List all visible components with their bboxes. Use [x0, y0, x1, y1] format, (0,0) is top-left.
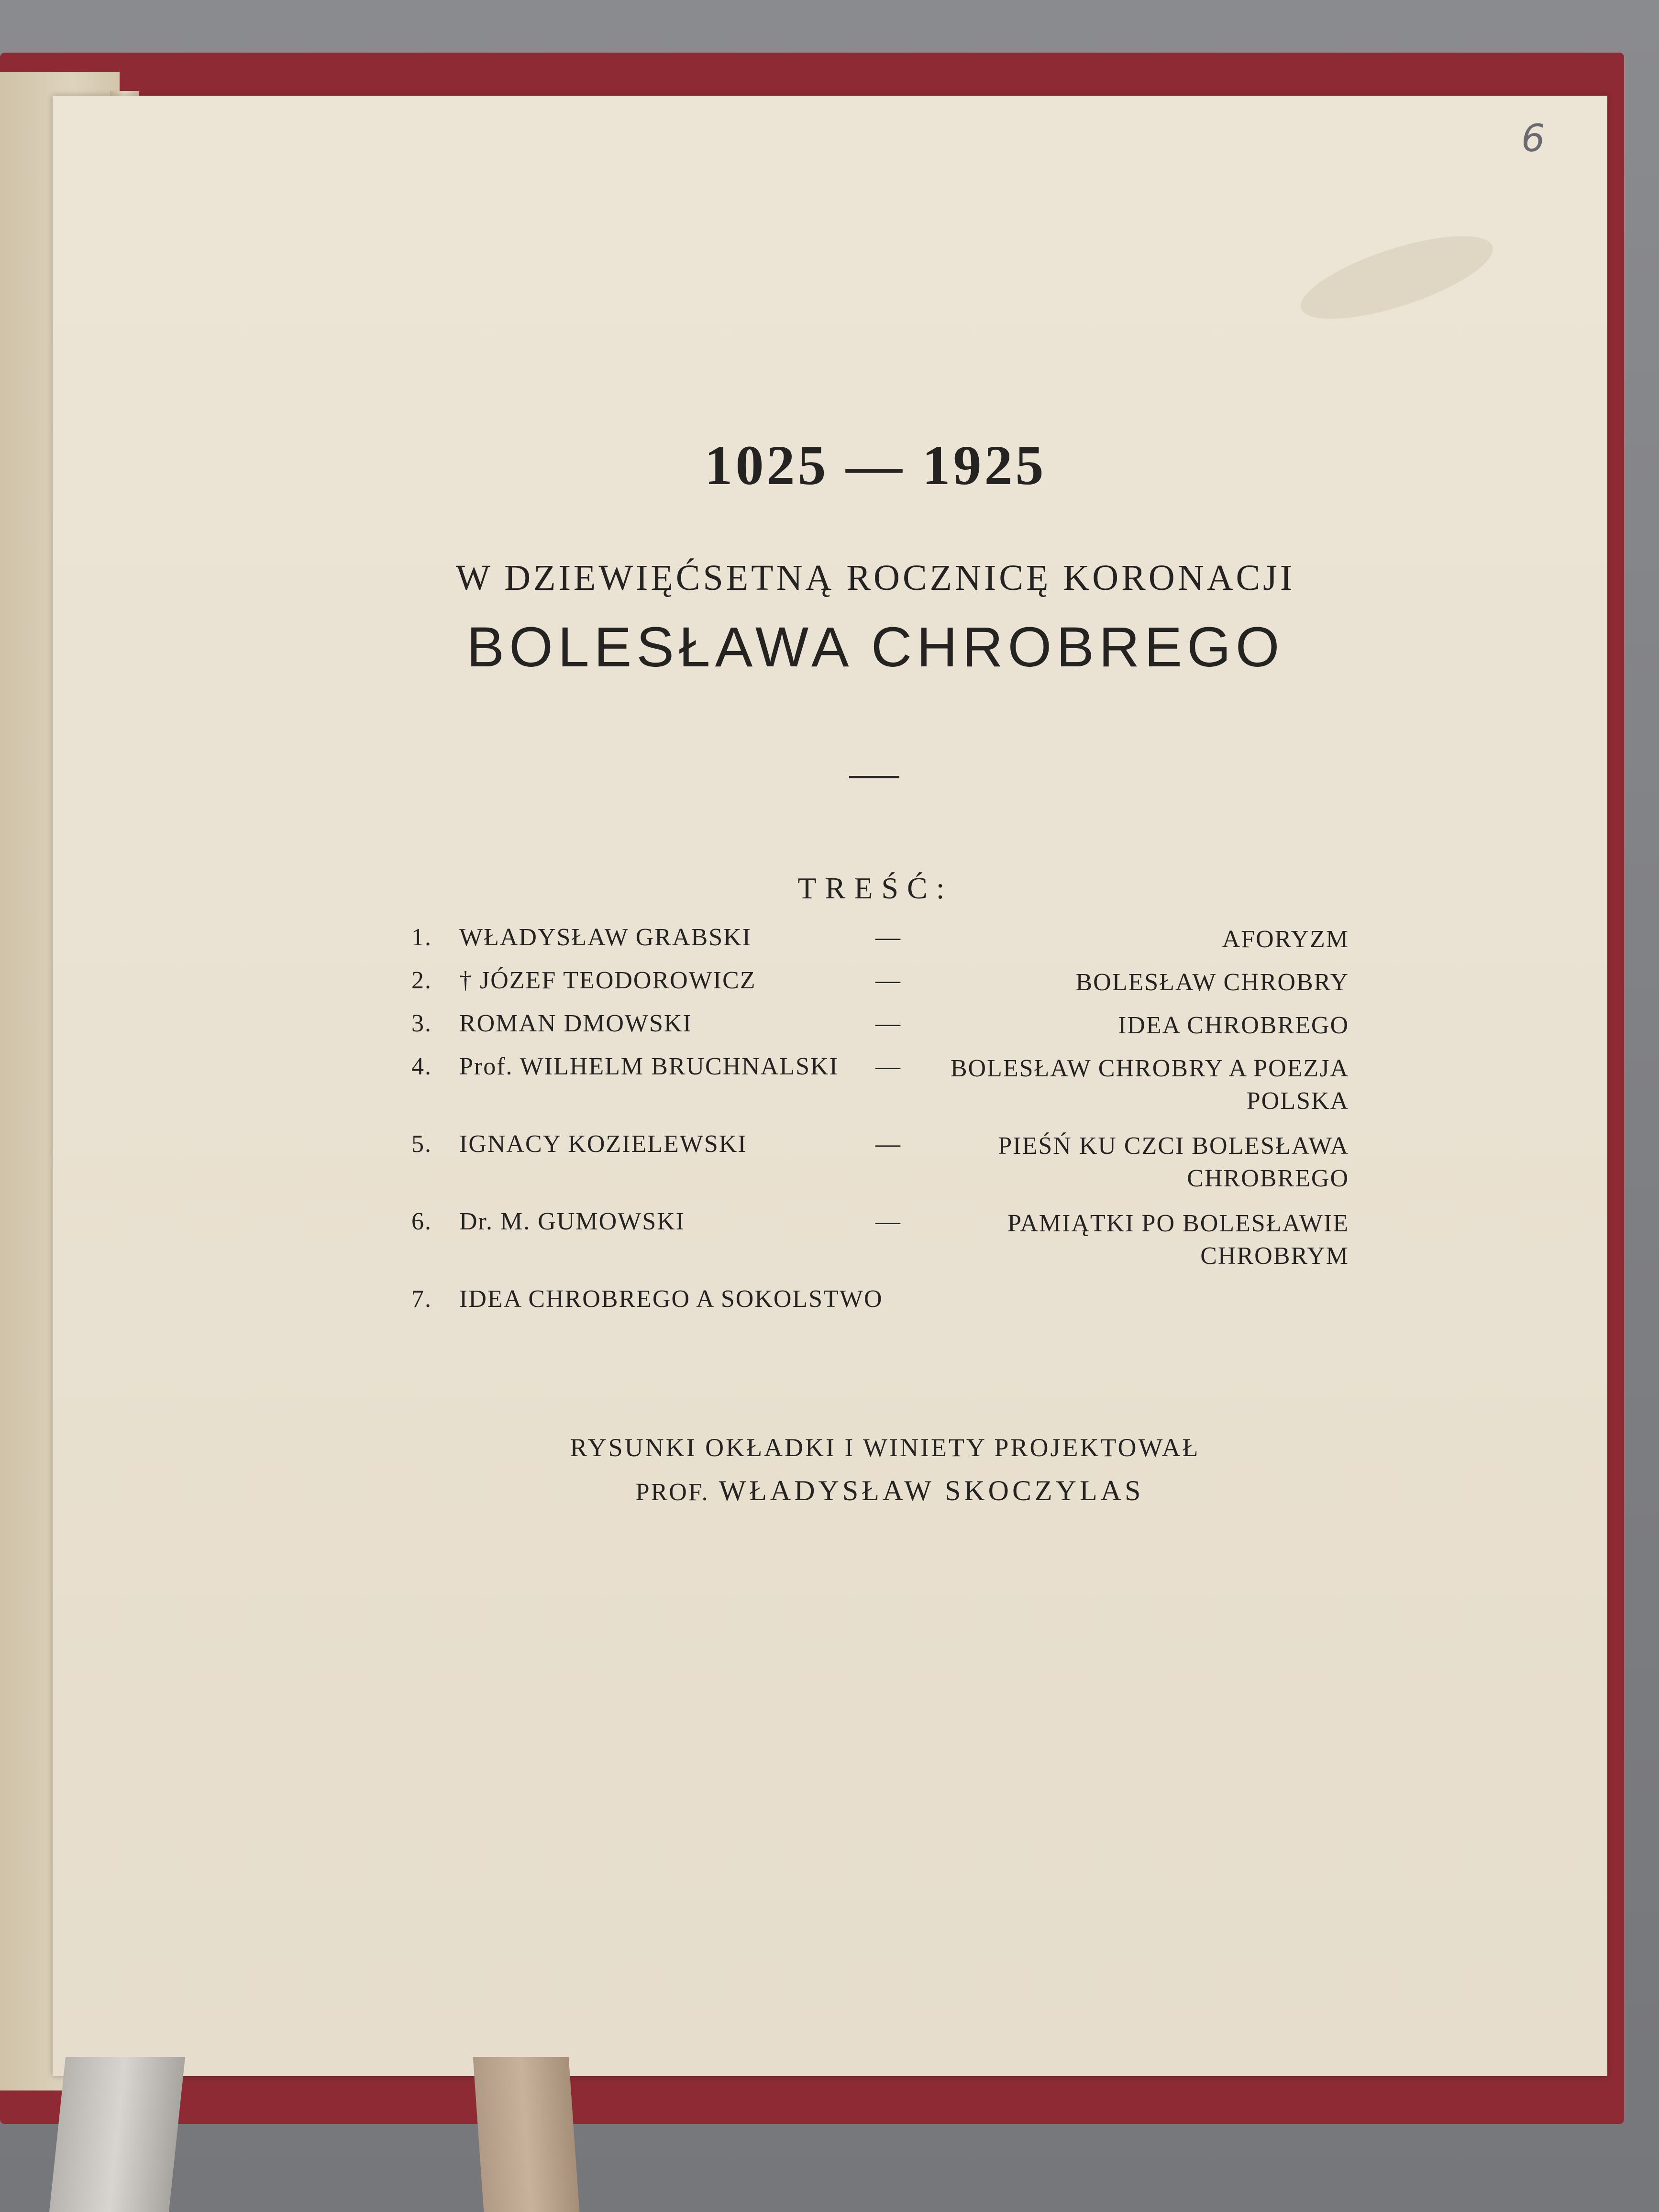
toc-item-number: 4.	[411, 1053, 432, 1080]
credits-author: WŁADYSŁAW SKOCZYLAS	[719, 1475, 1144, 1506]
credits-line: RYSUNKI OKŁADKI I WINIETY PROJEKTOWAŁ	[570, 1433, 1200, 1462]
toc-item-title: BOLESŁAW CHROBRY	[1075, 969, 1349, 996]
toc-item-author: IGNACY KOZIELEWSKI	[459, 1130, 747, 1158]
toc-item-author: Dr. M. GUMOWSKI	[459, 1208, 685, 1235]
toc-item-dash: —	[875, 1010, 901, 1037]
toc-item-dash: —	[875, 924, 901, 951]
toc-item-title: AFORYZM	[1222, 926, 1349, 953]
toc-item-author: † JÓZEF TEODOROWICZ	[459, 967, 756, 994]
page-title: BOLESŁAWA CHROBREGO	[466, 616, 1284, 679]
toc-item-dash: —	[875, 1130, 901, 1158]
toc-item-author: IDEA CHROBREGO A SOKOLSTWO	[459, 1285, 883, 1313]
toc-item-title: IDEA CHROBREGO	[1117, 1012, 1349, 1039]
toc-item-author: Prof. WILHELM BRUCHNALSKI	[459, 1053, 839, 1080]
toc-item-number: 5.	[411, 1130, 432, 1158]
divider-rule	[849, 776, 899, 778]
years-heading: 1025 — 1925	[704, 434, 1047, 497]
toc-item-dash: —	[875, 1053, 901, 1080]
toc-item	[411, 1009, 1349, 1052]
paper-stain	[1293, 219, 1502, 336]
credits-prefix: PROF.	[635, 1479, 709, 1506]
toc-item-number: 2.	[411, 967, 432, 994]
ribbon-bookmark	[49, 2057, 185, 2212]
toc-item-title: PIEŚŃ KU CZCI BOLESŁAWA CHROBREGO	[998, 1132, 1349, 1192]
toc-item	[411, 966, 1349, 1009]
subtitle: W DZIEWIĘĆSETNĄ ROCZNICĘ KORONACJI	[455, 558, 1295, 598]
toc-item-number: 1.	[411, 924, 432, 951]
toc-item-number: 7.	[411, 1285, 432, 1313]
toc-item-title: BOLESŁAW CHROBRY A POEZJA POLSKA	[950, 1055, 1349, 1115]
contents-heading: TREŚĆ:	[797, 871, 953, 905]
toc-item-title: PAMIĄTKI PO BOLESŁAWIE CHROBRYM	[1007, 1210, 1349, 1270]
handwritten-page-number: 6	[1521, 117, 1545, 160]
toc-item	[411, 1130, 1349, 1207]
toc-item-number: 6.	[411, 1208, 432, 1235]
toc-item-number: 3.	[411, 1010, 432, 1037]
table-of-contents	[411, 923, 1349, 1328]
toc-item	[411, 1052, 1349, 1130]
toc-item-dash: —	[875, 1208, 901, 1235]
ribbon-bookmark	[473, 2057, 580, 2212]
toc-item-author: ROMAN DMOWSKI	[459, 1010, 692, 1037]
toc-item	[411, 923, 1349, 966]
toc-item	[411, 1207, 1349, 1285]
toc-item	[411, 1285, 1349, 1328]
credits-name	[0, 1474, 1659, 1507]
toc-item-dash: —	[875, 967, 901, 994]
toc-item-author: WŁADYSŁAW GRABSKI	[459, 924, 752, 951]
